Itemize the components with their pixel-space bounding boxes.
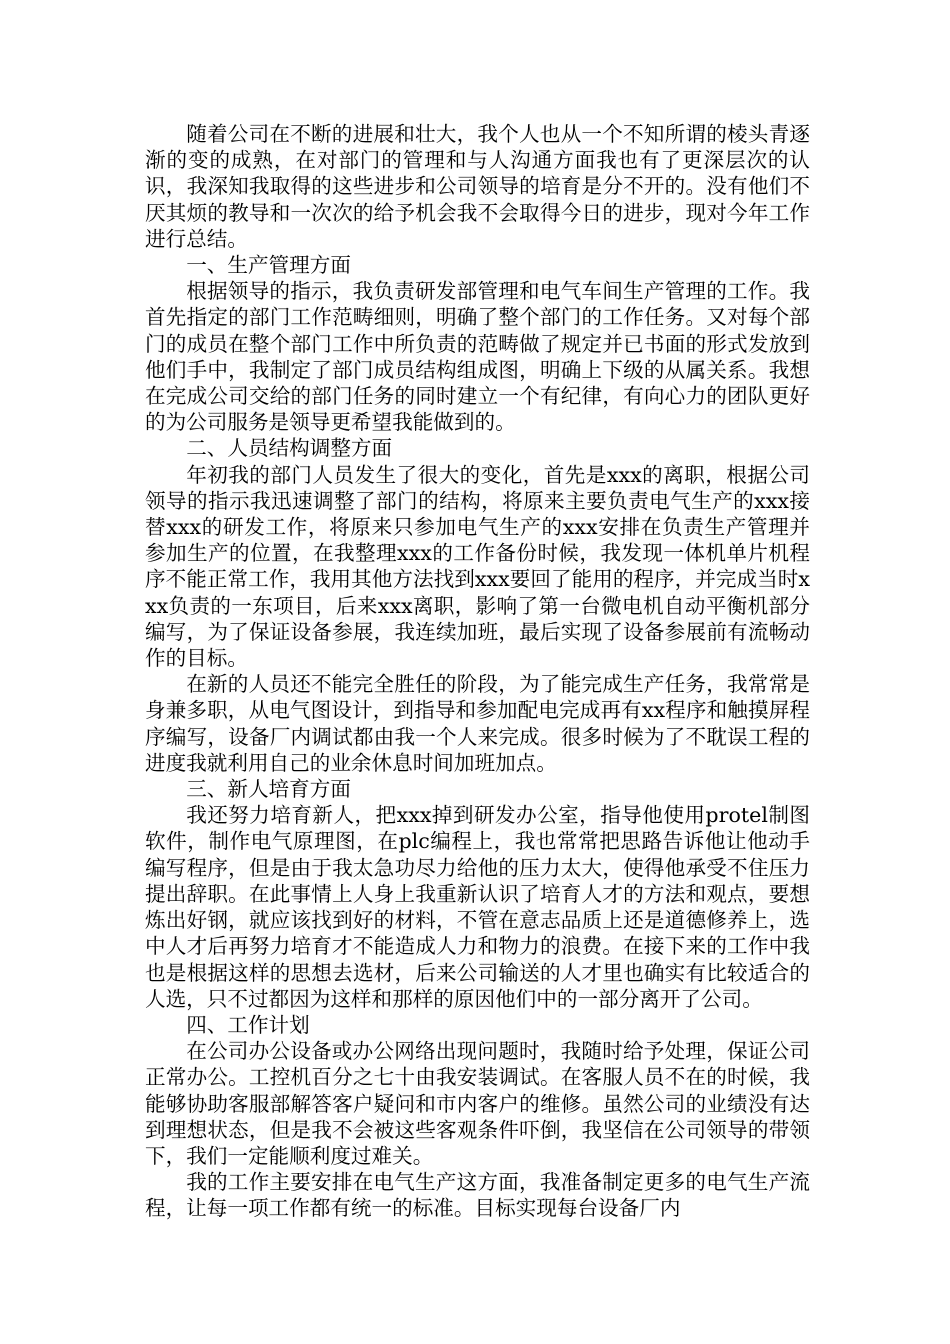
section-heading-staffing: 二、人员结构调整方面: [186, 436, 393, 461]
paragraph-production: 根据领导的指示，我负责研发部管理和电气车间生产管理的工作。我首先指定的部门工作范畴细则，明确了整个部门的工作任务。又对每个部门的成员在整个部门工作中所负责的范畴做了规定并已书面的形式发放到他们手中，我制定了部门成员结构组成图，明确上下级的从属关系。我想在完成公司交给的部门任务的同时建立一个有纪律，有向心力的团队更好的为公司服务是领导更希望我能做到的。: [145, 279, 810, 435]
section-heading-production: 一、生产管理方面: [186, 253, 351, 278]
paragraph-training: 我还努力培育新人，把xxx掉到研发办公室，指导他使用protel制图软件，制作电气原理图，在plc编程上，我也常常把思路告诉他让他动手编写程序，但是由于我太急功尽力给他的压力太大，使得他承受不住压力提出辞职。在此事情上人身上我重新认识了培育人才的方法和观点，要想炼出好钢，就应该找到好的材料，不管在意志品质上还是道德修养上，选中人才后再努力培育才不能造成人力和物力的浪费。在接下来的工作中我也是根据这样的思想去选材，后来公司输送的人才里也确实有比较适合的人选，只不过都因为这样和那样的原因他们中的一部分离开了公司。: [145, 803, 810, 1011]
paragraph-staffing-1: 年初我的部门人员发生了很大的变化，首先是xxx的离职，根据公司领导的指示我迅速调整了部门的结构，将原来主要负责电气生产的xxx接替xxx的研发工作，将原来只参加电气生产的xxx安排在负责生产管理并参加生产的位置，在我整理xxx的工作备份时候，我发现一体机单片机程序不能正常工作，我用其他方法找到xxx要回了能用的程序，并完成当时xxx负责的一东项目，后来xxx离职，影响了第一台微电机自动平衡机部分编写，为了保证设备参展，我连续加班，最后实现了设备参展前有流畅动作的目标。: [145, 462, 810, 671]
section-heading-training: 三、新人培育方面: [186, 777, 351, 802]
paragraph-staffing-2: 在新的人员还不能完全胜任的阶段，为了能完成生产任务，我常常是身兼多职，从电气图设计，到指导和参加配电完成再有xx程序和触摸屏程序编写，设备厂内调试都由我一个人来完成。很多时候为了不耽误工程的进度我就利用自己的业余休息时间加班加点。: [145, 672, 810, 775]
paragraph-plan-1: 在公司办公设备或办公网络出现问题时，我随时给予处理，保证公司正常办公。工控机百分之七十由我安装调试。在客服人员不在的时候，我能够协助客服部解答客户疑问和市内客户的维修。虽然公司的业绩没有达到理想状态，但是我不会被这些客观条件吓倒，我坚信在公司领导的带领下，我们一定能顺利度过难关。: [145, 1039, 810, 1168]
paragraph-intro: 随着公司在不断的进展和壮大，我个人也从一个不知所谓的棱头青逐渐的变的成熟，在对部门的管理和与人沟通方面我也有了更深层次的认识，我深知我取得的这些进步和公司领导的培育是分不开的。没有他们不厌其烦的教导和一次次的给予机会我不会取得今日的进步，现对今年工作进行总结。: [145, 122, 810, 251]
section-heading-plan: 四、工作计划: [186, 1012, 310, 1037]
document-page: [145, 121, 810, 1222]
paragraph-plan-2: 我的工作主要安排在电气生产这方面，我准备制定更多的电气生产流程，让每一项工作都有统一的标准。目标实现每台设备厂内: [145, 1170, 810, 1221]
